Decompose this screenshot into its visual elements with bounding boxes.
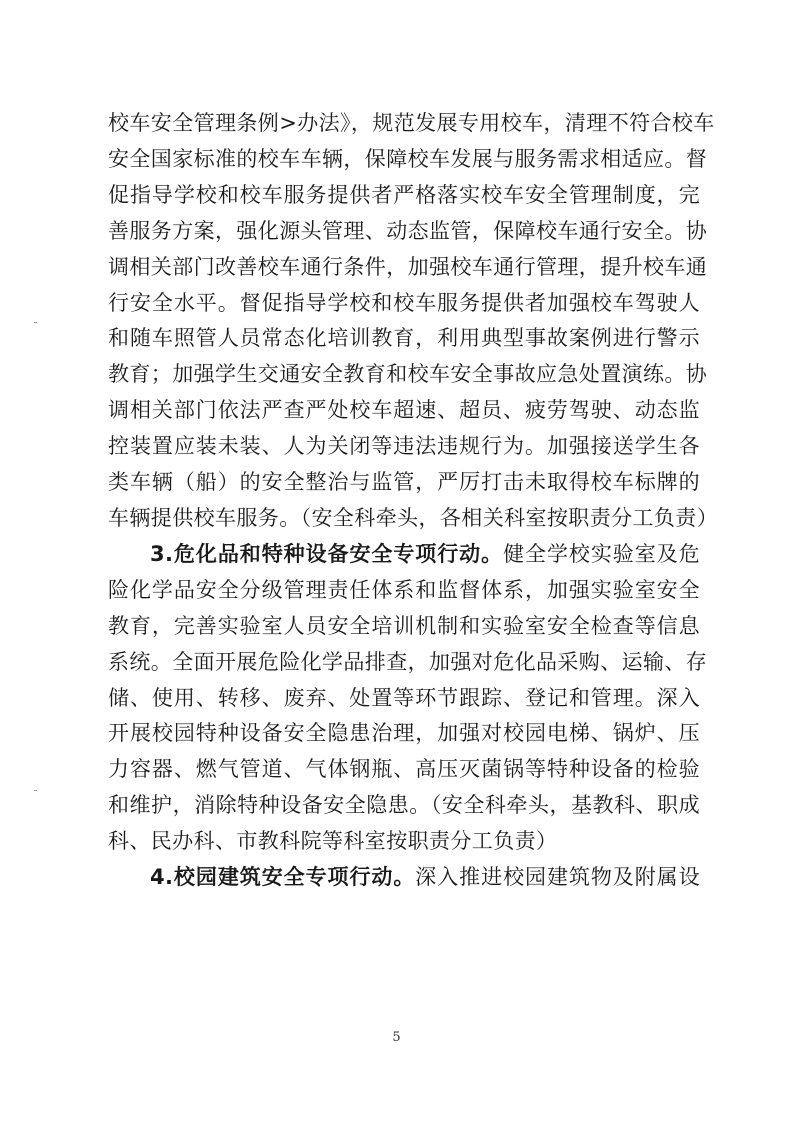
heading-continuation: 深入推进校园建筑物及附属设 — [415, 865, 700, 890]
text-line — [108, 860, 700, 896]
text-line: 科、民办科、市教科院等科室按职责分工负责） — [108, 829, 558, 854]
section-heading: 3.危化品和特种设备安全专项行动。 — [150, 541, 504, 566]
text-line: 安全国家标准的校车车辆，保障校车发展与服务需求相适应。督 — [108, 146, 708, 171]
text-line: 校车安全管理条例>办法》，规范发展专用校车，清理不符合校车 — [108, 111, 715, 135]
scan-edge-mark — [34, 790, 37, 791]
text-line: 类车辆（船）的安全整治与监管，严厉打击未取得校车标牌的 — [108, 470, 700, 495]
paragraph-campus-buildings — [108, 860, 700, 896]
text-line: 车辆提供校车服务。（安全科牵头，各相关科室按职责分工负责） — [108, 505, 719, 530]
page-number: 5 — [392, 1030, 401, 1045]
text-line: 和随车照管人员常态化培训教育，利用典型事故案例进行警示 — [108, 326, 700, 351]
heading-continuation: 健全学校实验室及危 — [503, 541, 700, 566]
scan-edge-mark — [34, 322, 37, 323]
text-line: 教育，完善实验室人员安全培训机制和实验室安全检查等信息 — [108, 613, 700, 638]
text-line: 开展校园特种设备安全隐患治理，加强对校园电梯、锅炉、压 — [108, 721, 700, 746]
paragraph-school-bus — [108, 106, 719, 537]
text-line: 控装置应装未装、人为关闭等违法违规行为。加强接送学生各 — [108, 434, 700, 459]
document-body — [108, 106, 719, 896]
text-line: 系统。全面开展危险化学品排查，加强对危化品采购、运输、存 — [108, 649, 708, 674]
text-line — [108, 537, 700, 573]
text-line: 行安全水平。督促指导学校和校车服务提供者加强校车驾驶人 — [108, 290, 700, 315]
text-line: 储、使用、转移、废弃、处置等环节跟踪、登记和管理。深入 — [108, 685, 700, 710]
paragraph-hazardous-chemicals — [108, 537, 708, 860]
section-heading: 4.校园建筑安全专项行动。 — [150, 865, 416, 890]
text-line: 和维护，消除特种设备安全隐患。（安全科牵头，基教科、职成 — [108, 793, 700, 818]
text-line: 调相关部门改善校车通行条件，加强校车通行管理，提升校车通 — [108, 254, 708, 279]
text-line: 促指导学校和校车服务提供者严格落实校车安全管理制度，完 — [108, 182, 700, 207]
text-line: 险化学品安全分级管理责任体系和监督体系，加强实验室安全 — [108, 577, 700, 602]
text-line: 力容器、燃气管道、气体钢瓶、高压灭菌锅等特种设备的检验 — [108, 757, 700, 782]
text-line: 调相关部门依法严查严处校车超速、超员、疲劳驾驶、动态监 — [108, 398, 700, 423]
text-line: 教育；加强学生交通安全教育和校车安全事故应急处置演练。协 — [108, 362, 708, 387]
text-line: 善服务方案，强化源头管理、动态监管，保障校车通行安全。协 — [108, 218, 708, 243]
